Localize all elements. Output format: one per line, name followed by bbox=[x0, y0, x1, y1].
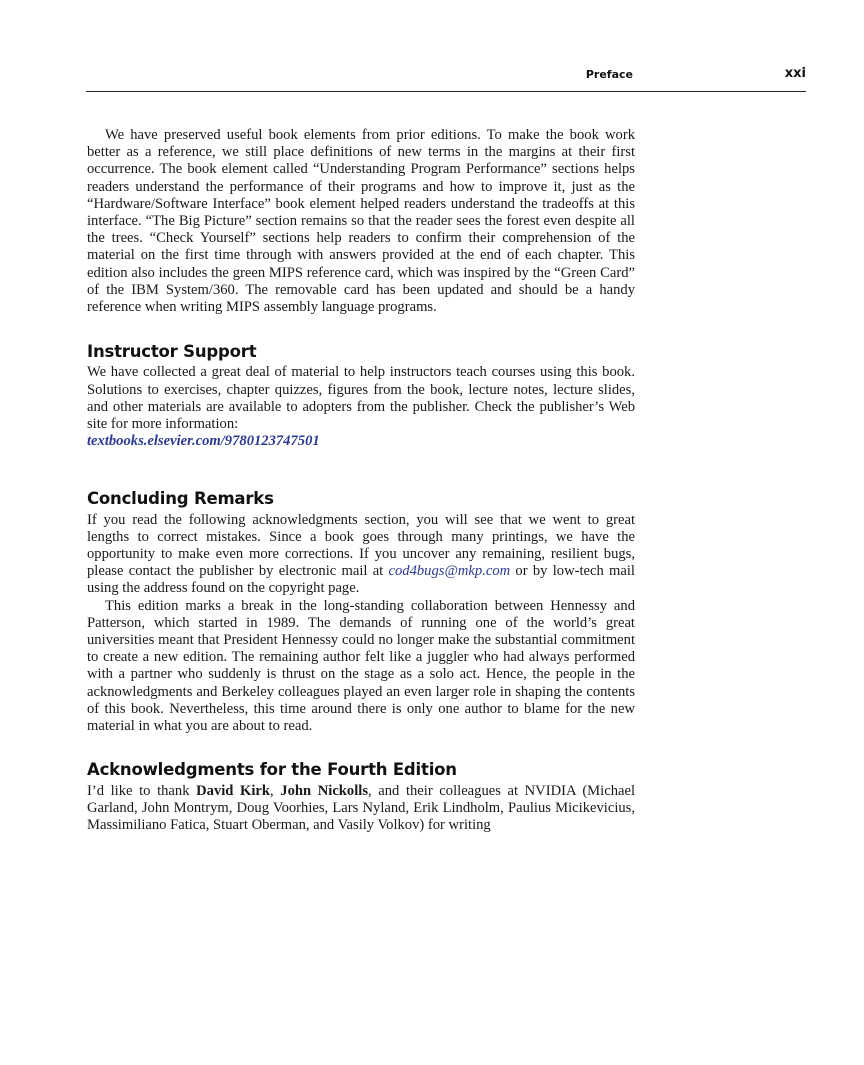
ack-text-start: I’d like to thank bbox=[87, 782, 197, 799]
ack-name-kirk: David Kirk bbox=[196, 782, 271, 799]
bug-report-email-link[interactable]: cod4bugs@mkp.com bbox=[388, 563, 511, 580]
concluding-paragraph-1 bbox=[87, 512, 635, 598]
page-number: xxi bbox=[784, 66, 806, 81]
instructor-support-heading: Instructor Support bbox=[87, 342, 257, 362]
ack-separator: , bbox=[270, 782, 281, 799]
acknowledgments-heading: Acknowledgments for the Fourth Edition bbox=[87, 760, 457, 780]
concluding-remarks-heading: Concluding Remarks bbox=[87, 489, 274, 509]
running-head bbox=[86, 66, 806, 90]
header-rule bbox=[86, 91, 806, 92]
ack-text-end: , and their colleagues at NVIDIA (Michael Garland, John Montrym, Doug Voorhies, Lars Nyland, Erik Lindholm, Paulius Micikevicius, Massimiliano Fatica, Stuart Oberman, and Vasily Volkov) for writing bbox=[87, 782, 635, 833]
intro-paragraph: We have preserved useful book elements from prior editions. To make the book work better as a reference, we still place definitions of new terms in the margins at their first occurrence. The book element called “Understanding Program Performance” sections helps readers understand the performance of their programs and how to improve it, just as the “Hardware/Software Interface” book element helped readers understand the tradeoffs at this interface. “The Big Picture” section remains so that the reader sees the forest even despite all the trees. “Check Yourself” sections help readers to confirm their comprehension of the material on the first time through with answers provided at the end of each chapter. This edition also includes the green MIPS reference card, which was inspired by the “Green Card” of the IBM System/360. The removable card has been updated and should be a handy reference when writing MIPS assembly language programs. bbox=[87, 127, 635, 316]
concluding-paragraph-2: This edition marks a break in the long-standing collaboration between Hennessy and Patterson, which started in 1989. The demands of running one of the world’s great universities meant that President Hennessy could no longer make the substantial commitment to create a new edition. The remaining author felt like a juggler who had always performed with a partner who suddenly is thrust on the stage as a solo act. Hence, the people in the acknowledgments and Berkeley colleagues played an even larger role in shaping the contents of this book. Nevertheless, this time around there is only one author to blame for the new material in what you are about to read. bbox=[87, 597, 635, 735]
body-text bbox=[87, 127, 635, 834]
publisher-url-link[interactable]: textbooks.elsevier.com/9780123747501 bbox=[87, 433, 320, 450]
ack-name-nickolls: John Nickolls bbox=[280, 782, 369, 799]
concluding-text-before: If you read the following acknowledgments section, you will see that we went to great lengths to correct mistakes. Since a book goes through many printings, we have the opportunity to make even more corrections. If you uncover any remaining, resilient bugs, please contact the publisher by electronic mail at bbox=[87, 511, 635, 580]
concluding-text-after: or by low-tech mail using the address found on the copyright page. bbox=[87, 563, 635, 597]
instructor-support-paragraph: We have collected a great deal of material to help instructors teach courses using this book. Solutions to exercises, chapter quizzes, figures from the book, lecture notes, lecture slides, and other materials are available to adopters from the publisher. Check the publisher’s Web site for more information: bbox=[87, 364, 635, 433]
section-title: Preface bbox=[585, 68, 633, 81]
acknowledgments-paragraph bbox=[87, 783, 635, 835]
